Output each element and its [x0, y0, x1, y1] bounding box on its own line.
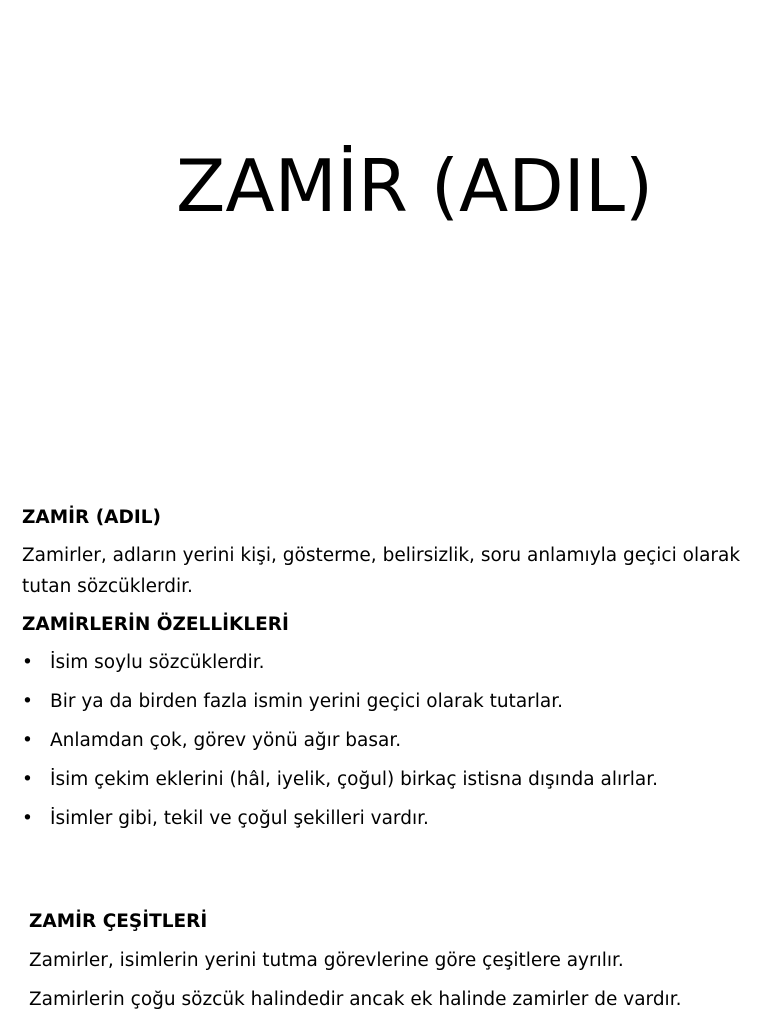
- slide-title: ZAMİR (ADIL): [176, 144, 654, 228]
- definition-text: Zamirler, adların yerini kişi, gösterme, belirsizlik, soru anlamıyla geçici olarak tutan sözcüklerdir.: [22, 545, 741, 597]
- list-item-text: Bir ya da birden fazla ismin yerini geçici olarak tutarlar.: [50, 691, 564, 712]
- list-item-text: İsimler gibi, tekil ve çoğul şekilleri vardır.: [50, 808, 429, 829]
- types-paragraph: Zamirlerin çoğu sözcük halindedir ancak ek halinde zamirler de vardır.: [29, 989, 682, 1010]
- list-item-text: Anlamdan çok, görev yönü ağır basar.: [50, 730, 402, 751]
- list-item-text: İsim soylu sözcüklerdir.: [50, 652, 265, 673]
- types-section: [29, 906, 749, 1023]
- bullet-icon: •: [22, 808, 33, 829]
- properties-list: [22, 647, 742, 834]
- bullet-icon: •: [22, 769, 33, 790]
- definition-heading: ZAMİR (ADIL): [22, 507, 161, 528]
- list-item: [22, 647, 742, 678]
- list-item-text: İsim çekim eklerini (hâl, iyelik, çoğul) birkaç istisna dışında alırlar.: [50, 769, 659, 790]
- types-paragraph: Zamirler, isimlerin yerini tutma görevlerine göre çeşitlere ayrılır.: [29, 950, 624, 971]
- bullet-icon: •: [22, 652, 33, 673]
- list-item: [22, 686, 742, 717]
- types-heading: ZAMİR ÇEŞİTLERİ: [29, 911, 208, 932]
- list-item: [22, 725, 742, 756]
- properties-heading: ZAMİRLERİN ÖZELLİKLERİ: [22, 614, 289, 635]
- list-item: [22, 803, 742, 834]
- list-item: [22, 764, 742, 795]
- bullet-icon: •: [22, 730, 33, 751]
- bullet-icon: •: [22, 691, 33, 712]
- definition-section: [22, 502, 742, 842]
